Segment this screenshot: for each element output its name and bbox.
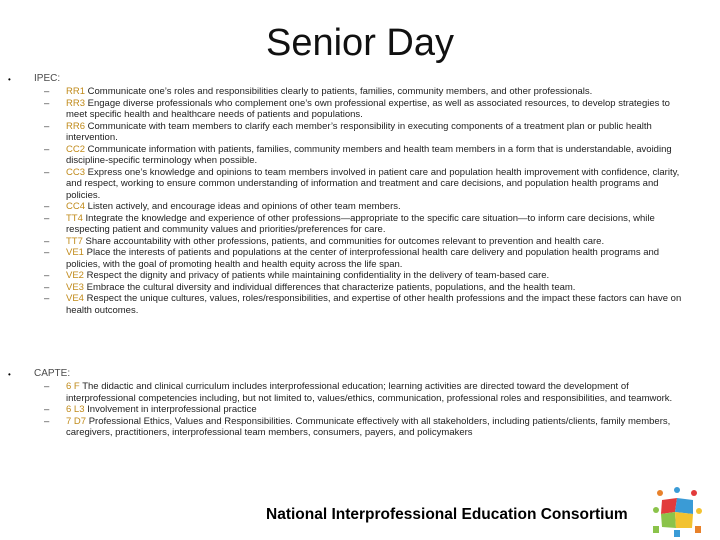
item-code: CC3 — [66, 166, 86, 178]
item-text: Involvement in interprofessional practice — [87, 404, 257, 415]
bullet-icon: • — [8, 370, 11, 379]
item-code: VE2 — [66, 270, 84, 281]
item-text: Communicate with team members to clarify each member’s responsibility in executing components of a treatment plan or public health intervention. — [66, 120, 652, 143]
capte-list — [0, 381, 720, 439]
item-text: Express one’s knowledge and opinions to team members involved in patient care and population health improvement with confidence, clarity, and respect, working to ensure common understanding of information and treatment and care decisions, and population health programs and policies. — [66, 166, 680, 201]
list-item: – CC3 Express one’s knowledge and opinions to team members involved in patient care and population health improvement with confidence, clarity, and respect, working to ensure common understanding of information and treatment and care decisions, and population health programs and policies. — [44, 166, 680, 201]
list-item: – 6 L3 Involvement in interprofessional practice — [44, 404, 257, 415]
item-code: 7 D7 — [66, 415, 87, 427]
list-item: – CC4 Listen actively, and encourage ideas and opinions of other team members. — [44, 201, 401, 212]
item-text: Share accountability with other professions, patients, and communities for outcomes relevant to prevention and health care. — [85, 235, 605, 247]
item-code: VE4 — [66, 293, 84, 304]
item-text: Communicate one’s roles and responsibilities clearly to patients, families, community members, and other professionals. — [87, 86, 593, 97]
item-text: Listen actively, and encourage ideas and opinions of other team members. — [87, 201, 401, 212]
item-code: CC4 — [66, 201, 86, 212]
item-code: VE1 — [66, 247, 84, 258]
list-item: – 6 F The didactic and clinical curriculum includes interprofessional education; learning activities are directed toward the development of interprofessional competencies including, but not limited to, values/ethics, communication, professional roles and responsibilities, and teamwork. — [44, 381, 673, 404]
item-text: Engage diverse professionals who complement one’s own professional expertise, as well as associated resources, to develop strategies to meet specific health and healthcare needs of patients and populations. — [66, 97, 670, 120]
item-code: CC2 — [66, 143, 86, 155]
item-text: Communicate information with patients, families, community members and health team members in a form that is understandable, avoiding discipline-specific terminology when possible. — [66, 143, 672, 166]
section-label: CAPTE: — [34, 368, 71, 379]
item-text: Respect the unique cultures, values, roles/responsibilities, and expertise of other health professions and the impact these factors can have on health outcomes. — [66, 293, 682, 316]
list-item: – 7 D7 Professional Ethics, Values and Responsibilities. Communicate effectively with all stakeholders, including patients/clients, family members, caregivers, practitioners, interprofessional team members, consumers, payers, and policymakers — [44, 415, 671, 438]
list-item: – RR6 Communicate with team members to clarify each member’s responsibility in executing components of a treatment plan or public health intervention. — [44, 120, 652, 143]
item-text: Integrate the knowledge and experience of other professions—appropriate to the specific care situation—to inform care decisions, while respecting patient and community values and priorities/preferences for care. — [66, 212, 655, 235]
ipec-list — [0, 86, 720, 316]
list-item: – RR1 Communicate one’s roles and responsibilities clearly to patients, families, community members, and other professionals. — [44, 86, 593, 97]
list-item: – VE1 Place the interests of patients and populations at the center of interprofessional health care delivery and population health programs and policies, with the goal of promoting health and health equity across the life span. — [44, 247, 660, 270]
item-text: The didactic and clinical curriculum includes interprofessional education; learning activities are directed toward the development of interprofessional competencies including, but not limited to, values/ethics, communication, professional roles and responsibilities, and teamwork. — [66, 381, 673, 404]
footer-organization: National Interprofessional Education Consortium — [266, 506, 628, 523]
item-text: Respect the dignity and privacy of patients while maintaining confidentiality in the delivery of team-based care. — [86, 270, 550, 281]
item-text: Embrace the cultural diversity and individual differences that characterize patients, populations, and the health team. — [86, 281, 576, 293]
list-item: – VE4 Respect the unique cultures, values, roles/responsibilities, and expertise of other health professions and the impact these factors can have on health outcomes. — [44, 293, 682, 316]
item-code: TT4 — [66, 212, 83, 224]
list-item: – RR3 Engage diverse professionals who complement one’s own professional expertise, as well as associated resources, to develop strategies to meet specific health and healthcare needs of patients and populations. — [44, 97, 670, 120]
list-item: – VE3 Embrace the cultural diversity and individual differences that characterize patients, populations, and the health team. — [44, 281, 576, 293]
item-code: RR3 — [66, 97, 86, 109]
list-item: – VE2 Respect the dignity and privacy of patients while maintaining confidentiality in the delivery of team-based care. — [44, 270, 550, 281]
item-code: 6 L3 — [66, 404, 85, 415]
item-code: TT7 — [66, 235, 83, 247]
bullet-icon: • — [8, 75, 11, 84]
item-code: RR6 — [66, 120, 86, 132]
page-title: Senior Day — [266, 22, 454, 64]
item-code: VE3 — [66, 281, 84, 293]
list-item: – TT7 Share accountability with other professions, patients, and communities for outcomes relevant to prevention and health care. — [44, 235, 605, 247]
section-label: IPEC: — [34, 73, 61, 84]
puzzle-people-logo-icon — [648, 486, 706, 538]
list-item: – TT4 Integrate the knowledge and experience of other professions—appropriate to the specific care situation—to inform care decisions, while respecting patient and community values and priorities/preferences for care. — [44, 212, 655, 235]
item-code: RR1 — [66, 86, 86, 97]
item-code: 6 F — [66, 381, 80, 392]
item-text: Professional Ethics, Values and Responsibilities. Communicate effectively with all stakeholders, including patients/clients, family members, caregivers, practitioners, interprofessional team members, consumers, payers, and policymakers — [66, 415, 671, 438]
list-item: – CC2 Communicate information with patients, families, community members and health team members in a form that is understandable, avoiding discipline-specific terminology when possible. — [44, 143, 672, 166]
item-text: Place the interests of patients and populations at the center of interprofessional health care delivery and population health programs and policies, with the goal of promoting health and health equity across the life span. — [66, 247, 660, 270]
